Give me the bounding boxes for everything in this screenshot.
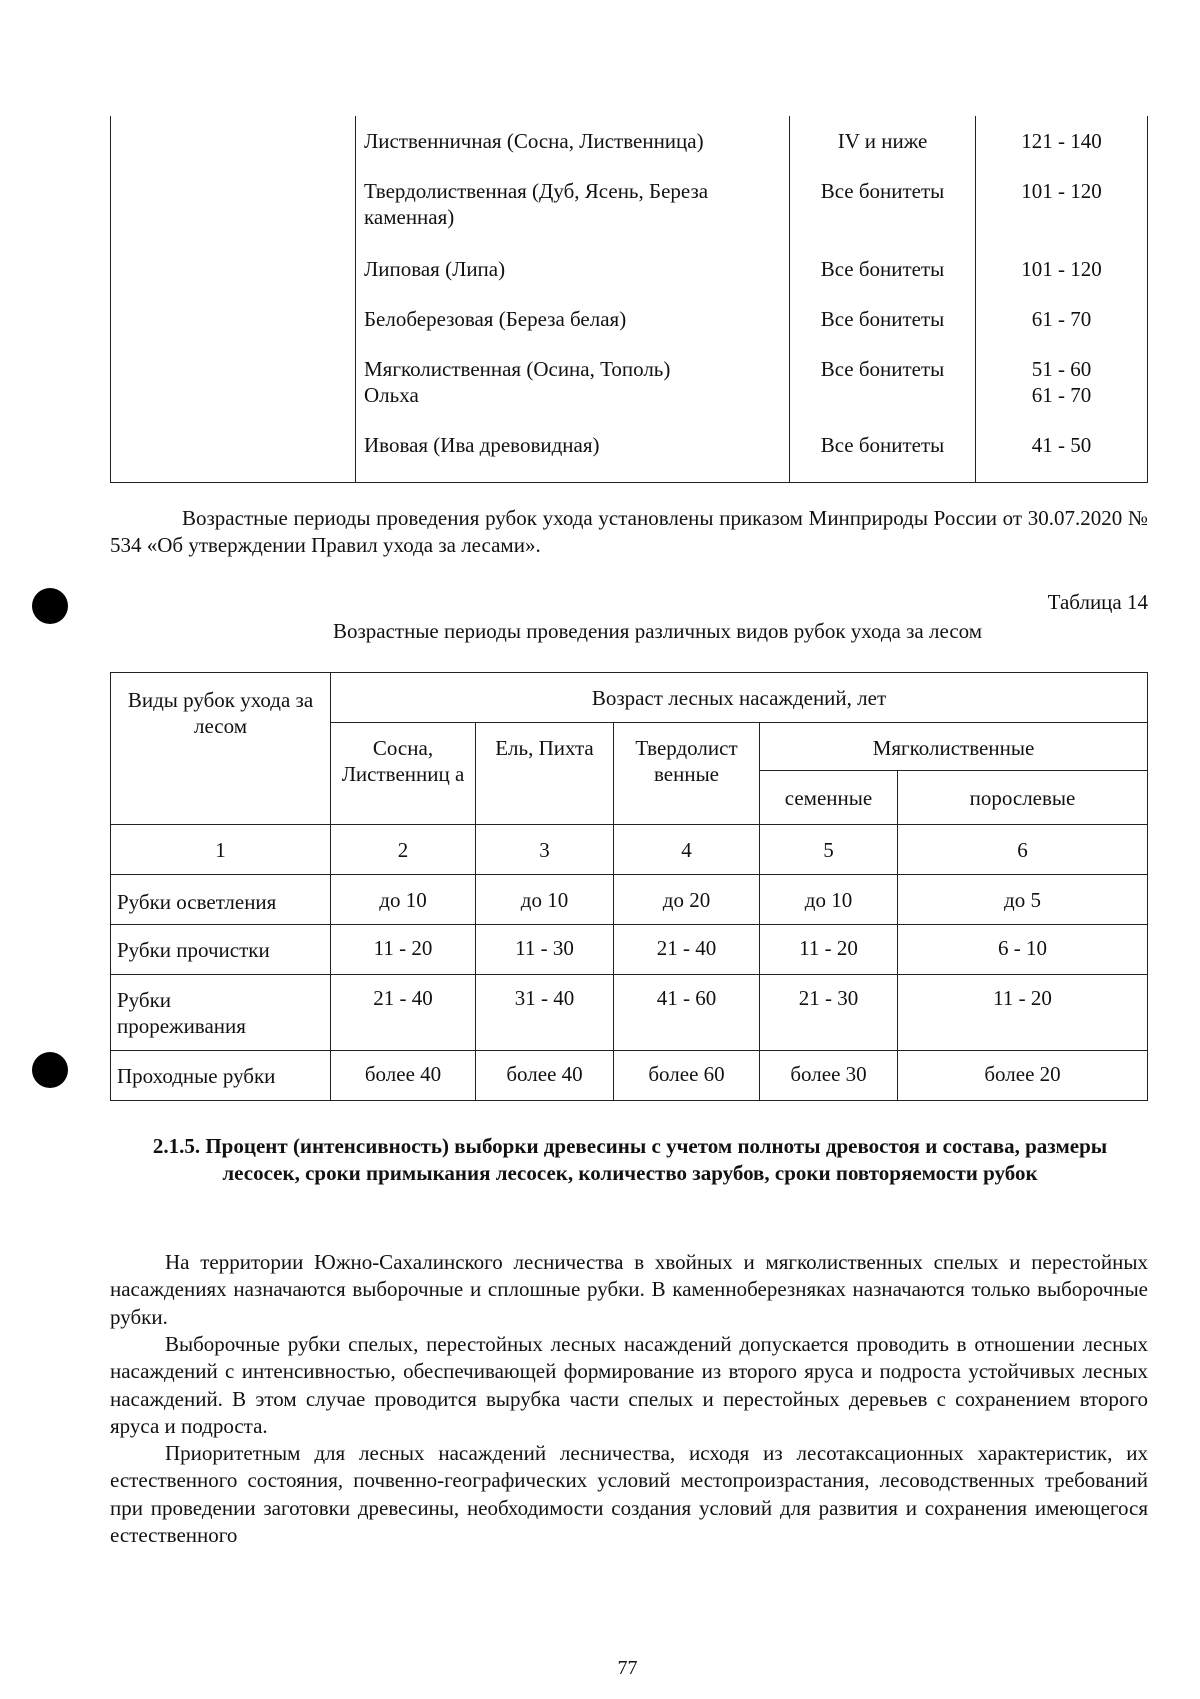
row-label: Рубки осветления xyxy=(111,875,331,925)
paragraph: На территории Южно-Сахалинского лесничества в хвойных и мягколиственных спелых и перестойных насаждениях назначаются выборочные и сплошные рубки. В каменноберезняках назначаются только выборочные рубки. xyxy=(110,1250,1148,1329)
table-row xyxy=(111,116,1148,178)
col-number: 5 xyxy=(760,825,898,875)
age-cell: 61 - 70 xyxy=(976,306,1148,356)
age-cell xyxy=(976,356,1148,432)
cell: до 5 xyxy=(898,875,1148,925)
age-line: 61 - 70 xyxy=(1031,383,1092,408)
cell: 21 - 40 xyxy=(614,925,760,975)
cell: 11 - 30 xyxy=(476,925,614,975)
bonitet-cell: Все бонитеты xyxy=(790,306,976,356)
punch-hole-bottom xyxy=(32,1052,68,1088)
table-row xyxy=(111,1051,1148,1101)
header-softwood: Мягколиственные xyxy=(760,723,1148,771)
species-cell: Липовая (Липа) xyxy=(356,256,790,306)
paragraph: Приоритетным для лесных насаждений лесничества, исходя из лесотаксационных характеристик, их естественного состояния, почвенно-географических условий местопроизрастания, лесоводственных требований при проведении заготовки древесины, необходимости создания условий для развития и сохранения имеющегося естественного xyxy=(110,1441,1148,1547)
cell: 21 - 30 xyxy=(760,975,898,1051)
species-cell: Лиственничная (Сосна, Лиственница) xyxy=(356,116,790,178)
cell: 11 - 20 xyxy=(331,925,476,975)
header-age: Возраст лесных насаждений, лет xyxy=(331,673,1148,723)
cell: более 60 xyxy=(614,1051,760,1101)
age-cell: 101 - 120 xyxy=(976,256,1148,306)
cell: до 10 xyxy=(331,875,476,925)
col-number: 3 xyxy=(476,825,614,875)
age-class-table xyxy=(110,116,1148,483)
cell: более 20 xyxy=(898,1051,1148,1101)
number-row xyxy=(111,825,1148,875)
cell: до 20 xyxy=(614,875,760,925)
cell: более 40 xyxy=(476,1051,614,1101)
bonitet-cell: Все бонитеты xyxy=(790,178,976,256)
species-cell: Ивовая (Ива древовидная) xyxy=(356,432,790,483)
bonitet-cell: Все бонитеты xyxy=(790,432,976,483)
row-label: Рубки прочистки xyxy=(111,925,331,975)
col-number: 6 xyxy=(898,825,1148,875)
age-cell: 41 - 50 xyxy=(976,432,1148,483)
species-cell: Твердолиственная (Дуб, Ясень, Береза каменная) xyxy=(356,178,790,256)
cell: более 40 xyxy=(331,1051,476,1101)
row-label: Рубки прореживания xyxy=(111,975,331,1051)
cell: более 30 xyxy=(760,1051,898,1101)
species-cell xyxy=(356,356,790,432)
empty-cell xyxy=(111,116,356,483)
section-heading: 2.1.5. Процент (интенсивность) выборки древесины с учетом полноты древостоя и состава, размеры лесосек, сроки примыкания лесосек, количество зарубов, сроки повторяемости рубок xyxy=(152,1134,1108,1185)
col-number: 2 xyxy=(331,825,476,875)
table-caption: Возрастные периоды проведения различных видов рубок ухода за лесом xyxy=(332,619,983,643)
header-types: Виды рубок ухода за лесом xyxy=(111,673,331,825)
cell: 21 - 40 xyxy=(331,975,476,1051)
species-line: Мягколиственная (Осина, Тополь) xyxy=(364,357,671,381)
header-row xyxy=(111,673,1148,723)
cell: до 10 xyxy=(476,875,614,925)
table-row xyxy=(111,925,1148,975)
paragraph: Возрастные периоды проведения рубок ухода установлены приказом Минприроды России от 30.07.2020 № 534 «Об утверждении Правил ухода за лесами». xyxy=(110,506,1148,558)
paragraph: Выборочные рубки спелых, перестойных лесных насаждений допускается проводить в отношении лесных насаждений с интенсивностью, обеспечивающей формирование из второго яруса и подроста устойчивых лесных насаждений. В этом случае проводится вырубка части спелых и перестойных деревьев с сохранением второго яруса и подроста. xyxy=(110,1332,1148,1438)
page-number: 77 xyxy=(617,1657,638,1679)
row-label: Проходные рубки xyxy=(111,1051,331,1101)
cell: 31 - 40 xyxy=(476,975,614,1051)
table-row xyxy=(111,975,1148,1051)
table-label: Таблица 14 xyxy=(1047,590,1148,614)
bonitet-cell: IV и ниже xyxy=(790,116,976,178)
species-cell: Белоберезовая (Береза белая) xyxy=(356,306,790,356)
col-number: 1 xyxy=(111,825,331,875)
header-hardwood: Твердолист венные xyxy=(614,723,760,825)
col-number: 4 xyxy=(614,825,760,875)
header-pine: Сосна, Лиственниц а xyxy=(331,723,476,825)
table-row xyxy=(111,875,1148,925)
header-spruce: Ель, Пихта xyxy=(476,723,614,825)
bonitet-cell: Все бонитеты xyxy=(790,356,976,432)
species-line: Ольха xyxy=(364,383,419,408)
age-line: 51 - 60 xyxy=(1031,357,1092,381)
header-seed: семенные xyxy=(760,771,898,825)
thinning-age-table xyxy=(110,672,1148,1101)
cell: 11 - 20 xyxy=(898,975,1148,1051)
cell: до 10 xyxy=(760,875,898,925)
header-coppice: порослевые xyxy=(898,771,1148,825)
cell: 6 - 10 xyxy=(898,925,1148,975)
cell: 41 - 60 xyxy=(614,975,760,1051)
bonitet-cell: Все бонитеты xyxy=(790,256,976,306)
age-cell: 121 - 140 xyxy=(976,116,1148,178)
age-cell: 101 - 120 xyxy=(976,178,1148,256)
cell: 11 - 20 xyxy=(760,925,898,975)
punch-hole-top xyxy=(32,588,68,624)
